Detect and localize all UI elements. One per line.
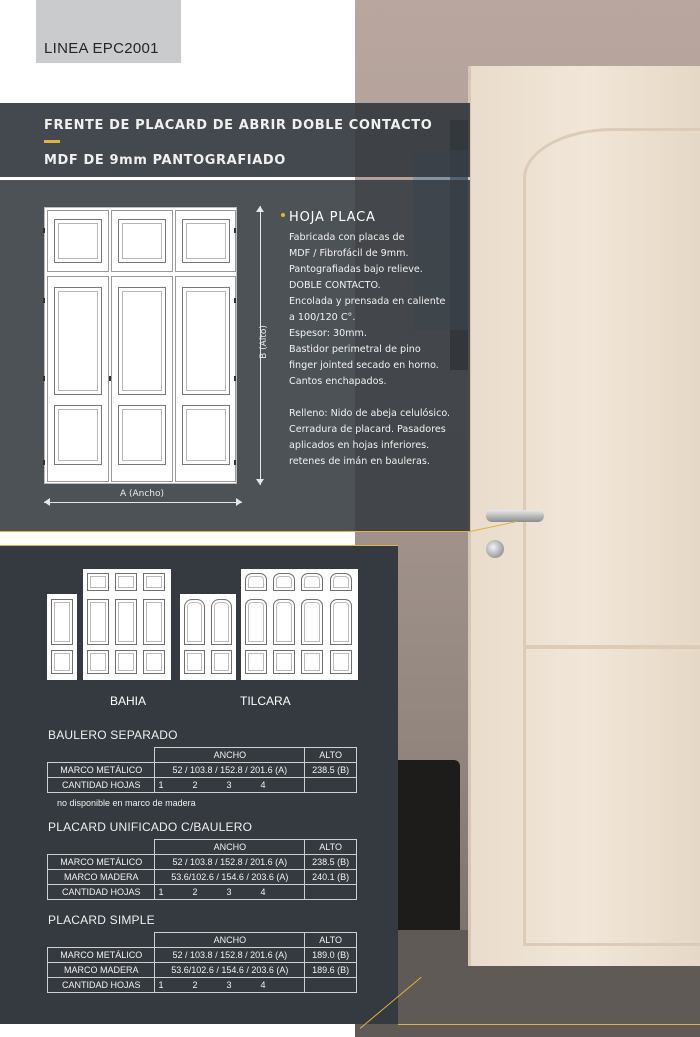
description-line: Bastidor perimetral de pino [289,344,421,355]
placard-leaf [47,276,109,482]
header-alto: ALTO [305,748,357,763]
table-simple [47,932,357,993]
tilcara-placard-model [241,569,358,680]
description-line: Cantos enchapados. [289,376,387,387]
table-row: MARCO MADERA 53.6/102.6 / 154.6 / 203.6 (A) 240.1 (B) [48,870,357,885]
table-title-unificado: PLACARD UNIFICADO C/BAULERO [48,820,253,834]
series-label: LINEA EPC2001 [44,40,159,57]
table-row: CANTIDAD HOJAS 1 2 3 4 [48,778,357,793]
description-line: retenes de imán en bauleras. [289,456,430,467]
table-title-simple: PLACARD SIMPLE [48,913,155,927]
table-title-baulero: BAULERO SEPARADO [48,728,178,742]
table-row [48,748,357,763]
baulero-leaf [47,210,109,272]
height-dimension-label: B (Alto) [259,325,269,359]
door-lock [486,540,504,558]
width-dimension-line [44,502,242,503]
description-line: Cerradura de placard. Pasadores [289,424,446,435]
table-row: MARCO METÁLICO 52 / 103.8 / 152.8 / 201.6 (A) 238.5 (B) [48,763,357,778]
door-upper-panel [523,128,700,648]
description-line: Espesor: 30mm. [289,328,367,339]
table-row: MARCO MADERA 53.6/102.6 / 154.6 / 203.6 (A) 189.6 (B) [48,963,357,978]
product-subtitle: MDF DE 9mm PANTOGRAFIADO [44,153,286,168]
tilcara-double-leaf [180,594,236,680]
bullet-icon [281,213,285,217]
placard-diagram [44,207,237,484]
table-unificado [47,839,357,900]
decorative-line [398,1024,700,1025]
table-baulero [47,747,357,793]
description-line: Encolada y prensada en caliente [289,296,446,307]
description-line: Fabricada con placas de [289,232,405,243]
bahia-single-leaf [47,594,77,680]
description-line: DOBLE CONTACTO. [289,280,381,291]
header-ancho: ANCHO [155,748,305,763]
availability-note: no disponible en marco de madera [57,798,196,808]
table-row: MARCO METÁLICO 52 / 103.8 / 152.8 / 201.6 (A) 189.0 (B) [48,948,357,963]
accent-dash [44,140,60,143]
table-row: ANCHO ALTO [48,933,357,948]
description-line: Pantografiadas bajo relieve. [289,264,423,275]
description-title: HOJA PLACA [289,210,376,225]
placard-leaf [175,276,236,482]
description-line: Relleno: Nido de abeja celulósico. [289,408,451,419]
description-line: MDF / Fibrofácil de 9mm. [289,248,409,259]
model-tilcara-label: TILCARA [240,694,291,708]
baulero-leaf [175,210,236,272]
placard-leaf [111,276,173,482]
table-row: CANTIDAD HOJAS 1 2 3 4 [48,885,357,900]
description-line: finger jointed secado en horno. [289,360,439,371]
description-line: a 100/120 C°. [289,312,356,323]
baulero-leaf [111,210,173,272]
table-row: MARCO METÁLICO 52 / 103.8 / 152.8 / 201.6 (A) 238.5 (B) [48,855,357,870]
table-row: ANCHO ALTO [48,840,357,855]
description-body [289,230,469,470]
model-bahia-label: BAHIA [110,694,147,708]
divider-line [0,545,398,546]
door-lower-panel [523,646,700,946]
divider-line [0,531,470,532]
bahia-placard-model [83,569,171,680]
table-row: CANTIDAD HOJAS 1 2 3 4 [48,978,357,993]
series-tab [36,0,181,63]
product-title: FRENTE DE PLACARD DE ABRIR DOBLE CONTACTO [44,118,433,133]
width-dimension-label: A (Ancho) [119,489,165,499]
door-handle [486,510,544,522]
description-line: aplicados en hojas inferiores. [289,440,430,451]
